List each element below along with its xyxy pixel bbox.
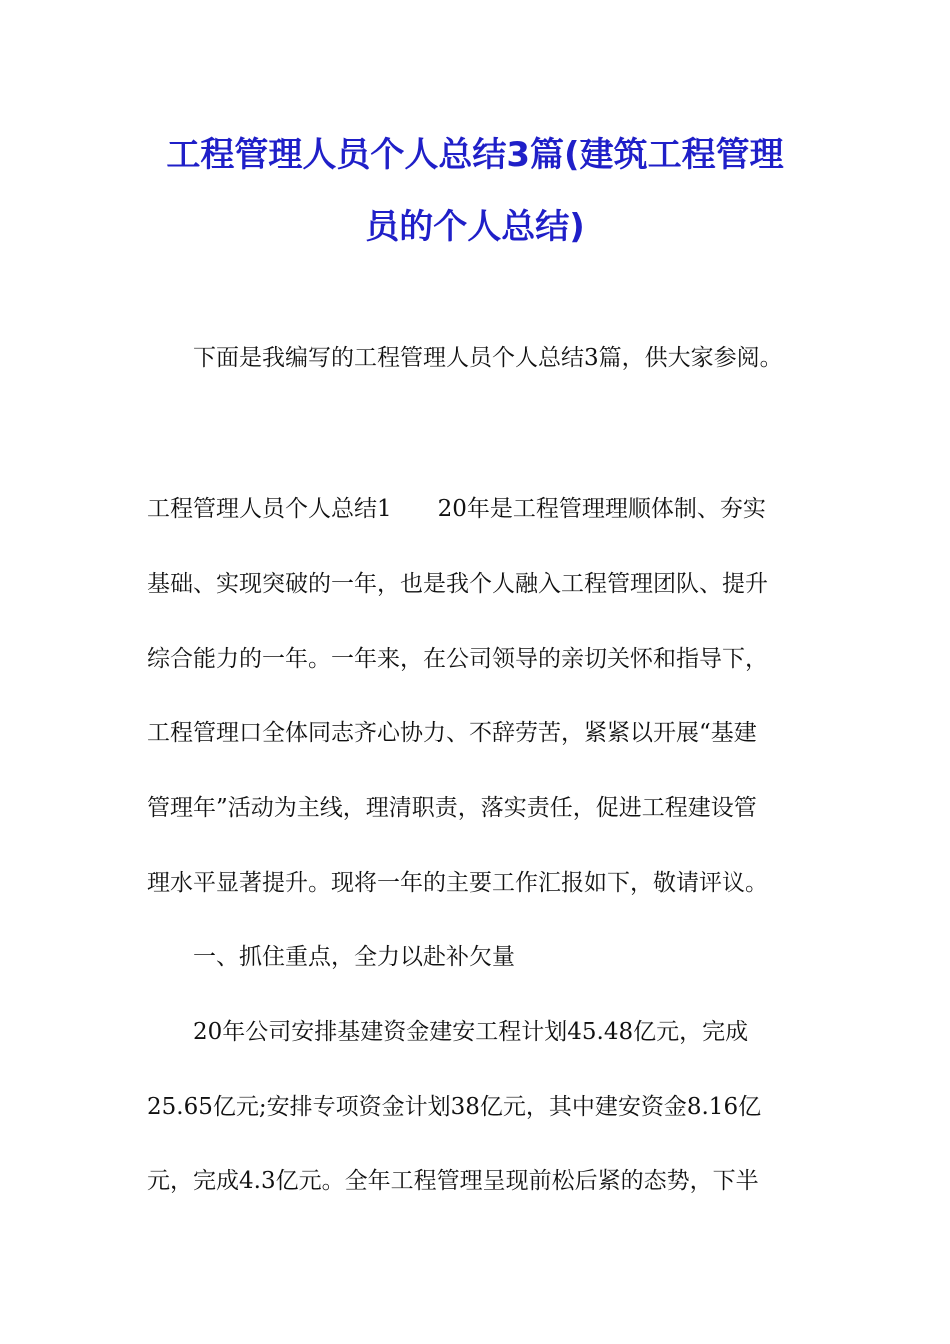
intro-paragraph: 下面是我编写的工程管理人员个人总结3篇，供大家参阅。 xyxy=(193,345,783,371)
body-line: 20年公司安排基建资金建安工程计划45.48亿元，完成 xyxy=(193,1019,749,1045)
body-line: 工程管理人员个人总结1 20年是工程管理理顺体制、夯实 xyxy=(147,496,766,522)
body-line: 管理年”活动为主线，理清职责，落实责任，促进工程建设管 xyxy=(147,795,757,821)
body-line: 25.65亿元;安排专项资金计划38亿元，其中建安资金8.16亿 xyxy=(147,1094,762,1120)
document-title-line-2: 员的个人总结) xyxy=(365,207,585,247)
body-line: 基础、实现突破的一年，也是我个人融入工程管理团队、提升 xyxy=(147,571,768,597)
body-line: 工程管理口全体同志齐心协力、不辞劳苦，紧紧以开展“基建 xyxy=(147,720,757,746)
body-line: 综合能力的一年。一年来，在公司领导的亲切关怀和指导下， xyxy=(147,646,768,672)
body-line: 元，完成4.3亿元。全年工程管理呈现前松后紧的态势，下半 xyxy=(147,1168,759,1194)
body-line: 理水平显著提升。现将一年的主要工作汇报如下，敬请评议。 xyxy=(147,870,768,896)
section-heading: 一、抓住重点，全力以赴补欠量 xyxy=(193,944,515,970)
document-title-line-1: 工程管理人员个人总结3篇(建筑工程管理 xyxy=(166,135,784,175)
